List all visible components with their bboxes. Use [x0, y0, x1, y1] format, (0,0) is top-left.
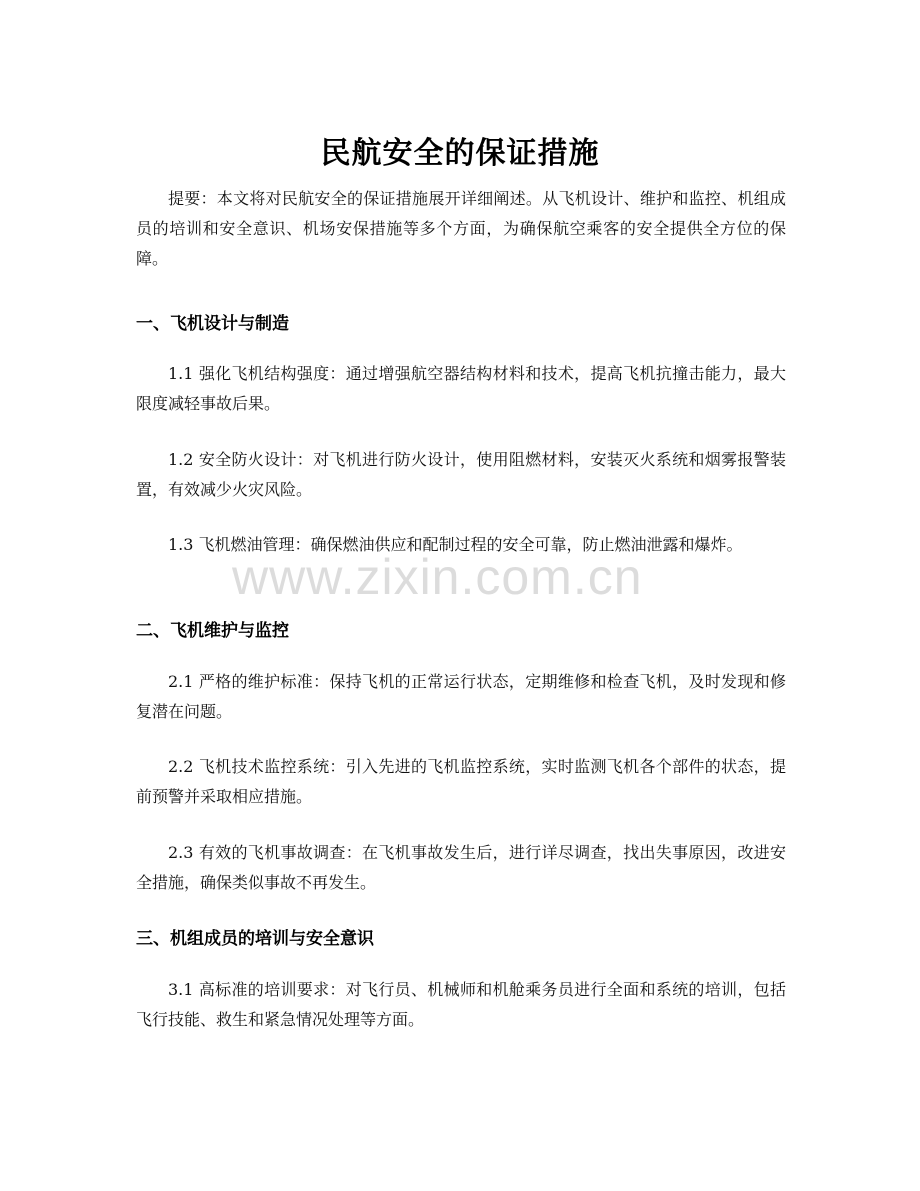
- abstract-paragraph: 提要：本文将对民航安全的保证措施展开详细阐述。从飞机设计、维护和监控、机组成员的培训和安全意识、机场安保措施等多个方面，为确保航空乘客的安全提供全方位的保障。: [136, 189, 786, 268]
- watermark: www.zixin.com.cn: [232, 549, 643, 605]
- section-3-paragraph-1: 3.1 高标准的培训要求：对飞行员、机械师和机舱乘务员进行全面和系统的培训，包括飞行技能、救生和紧急情况处理等方面。: [136, 980, 786, 1029]
- document-title: 民航安全的保证措施: [320, 136, 600, 172]
- section-3-heading: 三、机组成员的培训与安全意识: [136, 929, 374, 949]
- section-2-paragraph-1: 2.1 严格的维护标准：保持飞机的正常运行状态，定期维修和检查飞机，及时发现和修复潜在问题。: [136, 672, 786, 721]
- section-1-heading: 一、飞机设计与制造: [136, 314, 289, 334]
- section-1-paragraph-1: 1.1 强化飞机结构强度：通过增强航空器结构材料和技术，提高飞机抗撞击能力，最大限度减轻事故后果。: [136, 364, 786, 413]
- section-2-heading: 二、飞机维护与监控: [136, 621, 289, 641]
- section-2-paragraph-3: 2.3 有效的飞机事故调查：在飞机事故发生后，进行详尽调查，找出失事原因，改进安全措施，确保类似事故不再发生。: [136, 843, 786, 892]
- section-2-paragraph-2: 2.2 飞机技术监控系统：引入先进的飞机监控系统，实时监测飞机各个部件的状态，提前预警并采取相应措施。: [136, 757, 786, 806]
- section-1-paragraph-3: 1.3 飞机燃油管理：确保燃油供应和配制过程的安全可靠，防止燃油泄露和爆炸。: [168, 535, 743, 554]
- section-1-paragraph-2: 1.2 安全防火设计：对飞机进行防火设计，使用阻燃材料，安装灭火系统和烟雾报警装置，有效减少火灾风险。: [136, 450, 786, 499]
